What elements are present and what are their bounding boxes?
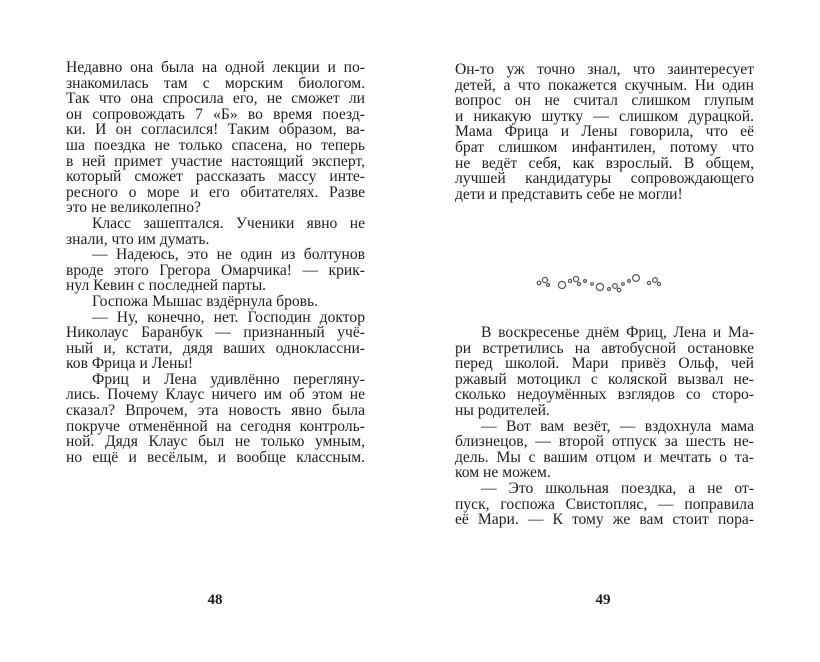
text-line: дети и представить себе не могли! <box>455 185 683 203</box>
page-number: 49 <box>595 592 611 608</box>
paragraph <box>455 416 754 482</box>
text-column-bottom <box>455 322 754 529</box>
text-line: в ней примет участие настоящий эксперт, <box>66 152 365 170</box>
text-line: Фриц и Лена удивлённо перегляну- <box>92 370 365 388</box>
text-line: пуск, госпожа Свистопляс, — поправила <box>455 495 754 513</box>
text-line: Мама Фрица и Лены говорила, что её <box>455 123 754 141</box>
paragraph <box>455 60 754 203</box>
text-line: не ведёт себя, как взрослый. В общем, <box>455 154 754 172</box>
bubbles-divider-icon <box>535 272 675 294</box>
text-line: лись. Почему Клаус ничего им об этом не <box>66 386 365 404</box>
text-line: В воскресенье днём Фриц, Лена и Ма- <box>481 324 754 341</box>
text-line: её Мари. — К тому же вам стоит пора- <box>455 511 754 529</box>
text-line: ной. Дядя Клаус был не только умным, <box>66 433 365 451</box>
text-line: — Надеюсь, это не один из болтунов <box>92 246 365 264</box>
page-number: 48 <box>207 592 223 608</box>
text-line: знакомилась там с морским биологом. <box>66 74 365 92</box>
paragraph <box>66 245 365 295</box>
text-line: брат слишком инфантилен, потому что <box>455 138 754 156</box>
paragraph <box>66 58 365 217</box>
paragraph <box>455 478 754 529</box>
text-line: — Ну, конечно, нет. Господин доктор <box>92 308 365 326</box>
text-line: ки. И он согласился! Таким образом, ва- <box>66 121 365 139</box>
text-line: ресного о море и его обитателях. Разве <box>66 183 365 201</box>
text-line: — Вот вам везёт, — вздохнула мама <box>481 417 754 435</box>
paragraph <box>66 292 365 308</box>
text-line: Класс зашептался. Ученики явно не <box>92 214 365 232</box>
text-line: Госпожа Мышас вздёрнула бровь. <box>92 292 319 310</box>
text-line: Недавно она была на одной лекции и по- <box>66 59 365 76</box>
text-line: близнецов, — второй отпуск за шесть не- <box>455 433 754 451</box>
text-line: и никакую шутку — слишком дурацкой. <box>455 107 754 125</box>
text-line: ны родителей. <box>455 401 550 419</box>
text-line: вопрос он не считал слишком глупым <box>455 92 754 110</box>
paragraph <box>66 308 365 373</box>
text-line: перед школой. Мари привёз Ольф, чей <box>455 355 754 373</box>
text-line: но ещё и весёлым, и вообще классным. <box>66 448 365 466</box>
text-line: Так что она спросила его, не сможет ли <box>66 90 365 108</box>
text-line: — Это школьная поездка, а не от- <box>481 479 754 497</box>
text-line: Он-то уж точно знал, что заинтересует <box>455 61 754 78</box>
paragraph <box>455 322 754 419</box>
text-line: ша поездка не только спасена, но теперь <box>66 136 365 154</box>
paragraph <box>66 214 365 248</box>
text-line: нул Кевин с последней парты. <box>66 277 267 295</box>
paragraph <box>66 370 365 464</box>
text-line: сколько недоумённых взглядов со сторо- <box>455 386 754 404</box>
page-right <box>410 0 820 662</box>
text-column <box>66 58 365 466</box>
text-line: дель. Мы с вашим отцом и мечтать о та- <box>455 448 754 466</box>
text-line: покруче отменённой на сегодня контроль- <box>66 417 365 435</box>
text-line: который сможет рассказать массу инте- <box>66 168 365 186</box>
text-line: это не великолепно? <box>66 199 201 217</box>
text-line: ржавый мотоцикл с коляской вызвал не- <box>455 370 754 388</box>
text-line: лучшей кандидатуры сопровождающего <box>455 170 754 188</box>
text-line: сказал? Впрочем, эта новость явно была <box>66 402 365 420</box>
text-line: ком не можем. <box>455 464 551 482</box>
text-column-top <box>455 60 754 203</box>
text-line: знали, что им думать. <box>66 230 210 248</box>
text-line: детей, а что покажется скучным. Ни один <box>455 76 754 94</box>
text-line: ри встретились на автобусной остановке <box>455 339 754 357</box>
text-line: ный и, кстати, дядя ваших одноклассни- <box>66 339 365 357</box>
text-line: Николаус Баранбук — признанный учё- <box>66 324 365 342</box>
text-line: ков Фрица и Лены! <box>66 355 194 373</box>
text-line: вроде этого Грегора Омарчика! — крик- <box>66 261 365 279</box>
text-line: он сопровождать 7 «Б» во время поезд- <box>66 105 365 123</box>
